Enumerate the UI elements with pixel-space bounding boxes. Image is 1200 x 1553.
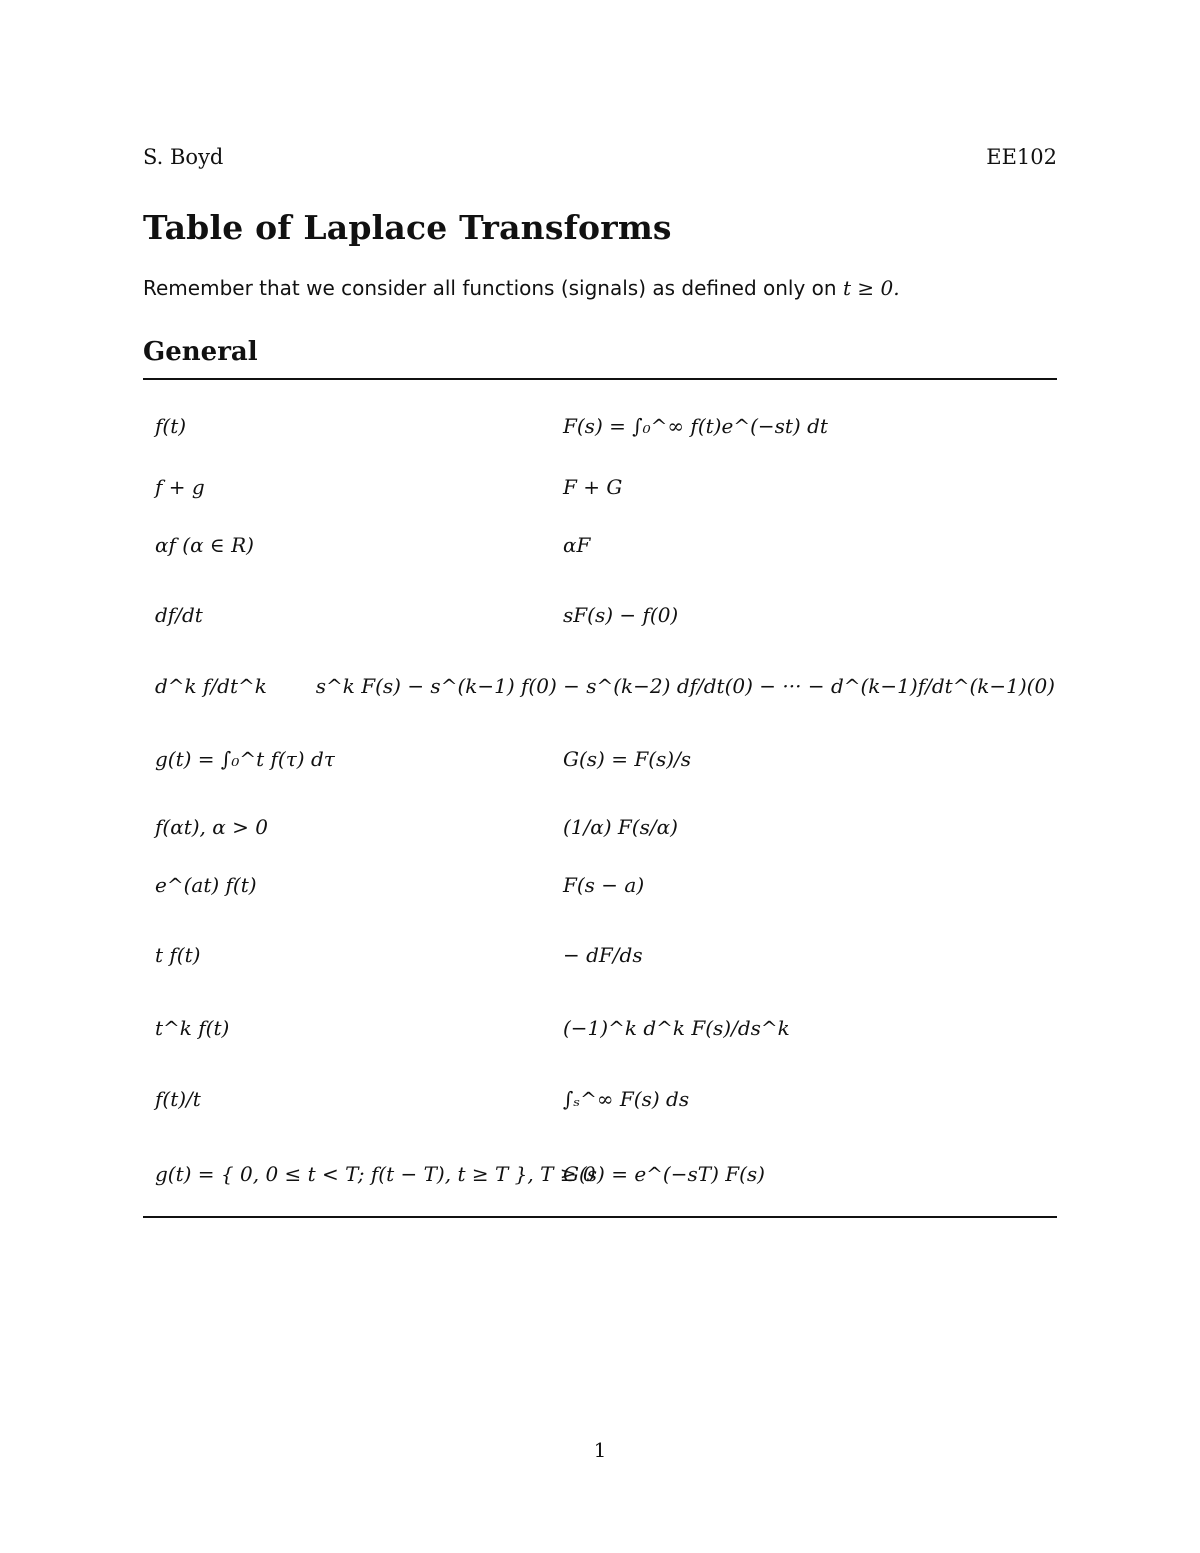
- table-row: [155, 815, 1055, 839]
- laplace-domain-cell: s^k F(s) − s^(k−1) f(0) − s^(k−2) df/dt(0) − ··· − d^(k−1)f/dt^(k−1)(0): [315, 674, 1055, 698]
- table-row: [155, 943, 1055, 967]
- time-domain-cell: f + g: [155, 475, 205, 499]
- time-domain-cell: d^k f/dt^k: [155, 674, 267, 698]
- table-row: [155, 1162, 1055, 1186]
- table-row: [155, 533, 1055, 557]
- table-row: [155, 873, 1055, 897]
- time-domain-cell: αf (α ∈ R): [155, 533, 254, 557]
- laplace-domain-cell: − dF/ds: [563, 943, 643, 967]
- header-course: EE102: [986, 145, 1057, 169]
- table-row: [155, 674, 1055, 698]
- table-bottom-rule: [143, 1216, 1057, 1218]
- intro-paragraph: [143, 276, 900, 300]
- intro-condition: t ≥ 0.: [842, 276, 900, 300]
- time-domain-cell: df/dt: [155, 603, 203, 627]
- laplace-domain-cell: (−1)^k d^k F(s)/ds^k: [563, 1016, 790, 1040]
- laplace-domain-cell: F(s − a): [563, 873, 645, 897]
- laplace-domain-cell: αF: [563, 533, 591, 557]
- time-domain-cell: f(αt), α > 0: [155, 815, 268, 839]
- table-row: [155, 1087, 1055, 1111]
- laplace-domain-cell: G(s) = e^(−sT) F(s): [563, 1162, 765, 1186]
- time-domain-cell: f(t): [155, 414, 187, 438]
- time-domain-cell: t f(t): [155, 943, 201, 967]
- laplace-domain-cell: ∫ₛ^∞ F(s) ds: [563, 1087, 690, 1111]
- table-top-rule: [143, 378, 1057, 380]
- laplace-domain-cell: sF(s) − f(0): [563, 603, 679, 627]
- page-title: Table of Laplace Transforms: [143, 208, 672, 247]
- time-domain-cell: t^k f(t): [155, 1016, 230, 1040]
- table-row: [155, 1016, 1055, 1040]
- time-domain-cell: f(t)/t: [155, 1087, 201, 1111]
- table-row: [155, 475, 1055, 499]
- time-domain-cell: g(t) = { 0, 0 ≤ t < T; f(t − T), t ≥ T }, T ≥ 0: [155, 1162, 596, 1186]
- laplace-domain-cell: (1/α) F(s/α): [563, 815, 678, 839]
- time-domain-cell: g(t) = ∫₀^t f(τ) dτ: [155, 747, 335, 771]
- table-row: [155, 414, 1055, 438]
- header-author: S. Boyd: [143, 145, 224, 169]
- table-row: [155, 603, 1055, 627]
- section-heading: General: [143, 337, 258, 367]
- laplace-domain-cell: F(s) = ∫₀^∞ f(t)e^(−st) dt: [563, 414, 828, 438]
- laplace-domain-cell: G(s) = F(s)/s: [563, 747, 692, 771]
- page-number: 1: [593, 1438, 607, 1462]
- intro-text: Remember that we consider all functions (signals) as defined only on: [143, 276, 843, 300]
- table-row: [155, 747, 1055, 771]
- laplace-domain-cell: F + G: [563, 475, 623, 499]
- time-domain-cell: e^(at) f(t): [155, 873, 257, 897]
